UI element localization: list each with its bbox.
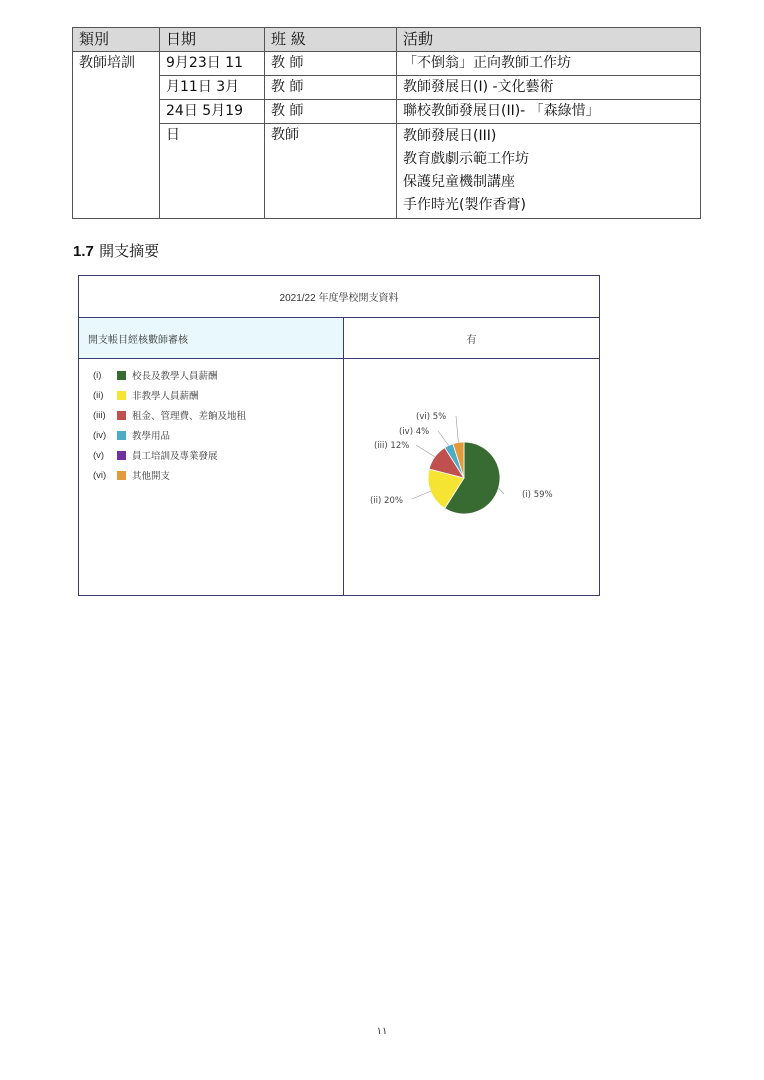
- legend-item: [93, 425, 246, 445]
- date-cell: 24日 5月19: [160, 100, 265, 124]
- legend-roman: (iii): [93, 409, 106, 421]
- pie-leader-line: [499, 488, 504, 494]
- pie-leader-line: [438, 431, 449, 445]
- legend-swatch: [117, 391, 126, 400]
- legend-swatch: [117, 451, 126, 460]
- expense-panel: [78, 275, 600, 596]
- legend-label: 員工培訓及專業發展: [132, 451, 218, 462]
- pie-data-label: (iv) 4%: [399, 427, 430, 437]
- audit-value: 有: [466, 334, 477, 346]
- legend-label: 其他開支: [132, 471, 171, 482]
- activity-line: 手作時光(製作香膏): [403, 197, 526, 213]
- legend-roman: (v): [93, 449, 105, 461]
- legend-swatch: [117, 371, 126, 380]
- pie-data-label: (vi) 5%: [416, 412, 447, 422]
- expense-pie-chart: [344, 359, 599, 595]
- pie-data-label: (iii) 12%: [374, 441, 410, 451]
- legend-item: [93, 445, 246, 465]
- legend-label: 租金、管理費、差餉及地租: [132, 411, 247, 422]
- activity-cell: 「不倒翁」正向教師工作坊: [397, 52, 701, 76]
- legend-swatch: [117, 411, 126, 420]
- header-date: 日期: [160, 28, 265, 52]
- header-activity: 活動: [397, 28, 701, 52]
- header-class: 班 級: [265, 28, 397, 52]
- table-row: [73, 76, 701, 100]
- activity-line: 教師發展日(III): [403, 128, 497, 144]
- category-cell: 教師培訓: [73, 52, 160, 219]
- audit-label: 開支帳目經核數師審核: [79, 318, 344, 358]
- pie-data-label: (i) 59%: [522, 490, 553, 500]
- legend-label: 校長及教學人員薪酬: [132, 371, 218, 382]
- page-number: ١١: [376, 1026, 388, 1037]
- pie-leader-line: [416, 445, 435, 457]
- table-row: [73, 52, 701, 76]
- legend-panel: [79, 359, 344, 595]
- activity-table: [72, 27, 701, 219]
- date-cell: 月11日 3月: [160, 76, 265, 100]
- header-category: 類別: [73, 28, 160, 52]
- activity-cell: [397, 124, 701, 219]
- legend-item: [93, 385, 246, 405]
- expense-title: 2021/22 年度學校開支資料: [79, 276, 599, 318]
- legend-roman: (ii): [93, 389, 104, 401]
- date-cell: 日: [160, 124, 265, 219]
- legend-roman: (iv): [93, 429, 107, 441]
- activity-line: 保護兒童機制講座: [403, 174, 515, 190]
- activity-line: 教育戲劇示範工作坊: [403, 151, 529, 167]
- table-row: [73, 124, 701, 219]
- class-cell: 教 師: [265, 100, 397, 124]
- table-row: [73, 100, 701, 124]
- legend-item: [93, 365, 246, 385]
- chart-legend: [93, 365, 246, 485]
- section-heading: [73, 240, 159, 261]
- pie-data-label: (ii) 20%: [370, 496, 403, 506]
- pie-leader-line: [412, 491, 431, 499]
- date-cell: 9月23日 11: [160, 52, 265, 76]
- legend-roman: (vi): [93, 469, 107, 481]
- section-title: 開支摘要: [99, 242, 160, 260]
- pie-panel: [344, 359, 599, 595]
- class-cell: 教 師: [265, 52, 397, 76]
- legend-swatch: [117, 471, 126, 480]
- section-number: 1.7: [73, 243, 94, 260]
- legend-label: 非教學人員薪酬: [132, 391, 199, 402]
- audit-row: [79, 318, 599, 359]
- class-cell: 教師: [265, 124, 397, 219]
- class-cell: 教 師: [265, 76, 397, 100]
- legend-label: 教學用品: [132, 431, 171, 442]
- legend-roman: (i): [93, 369, 102, 381]
- legend-swatch: [117, 431, 126, 440]
- legend-item: [93, 465, 246, 485]
- activity-cell: 聯校教師發展日(II)- 「森綠惜」: [397, 100, 701, 124]
- legend-item: [93, 405, 246, 425]
- activity-cell: 教師發展日(I) -文化藝術: [397, 76, 701, 100]
- table-header-row: [73, 28, 701, 52]
- pie-leader-line: [456, 416, 458, 442]
